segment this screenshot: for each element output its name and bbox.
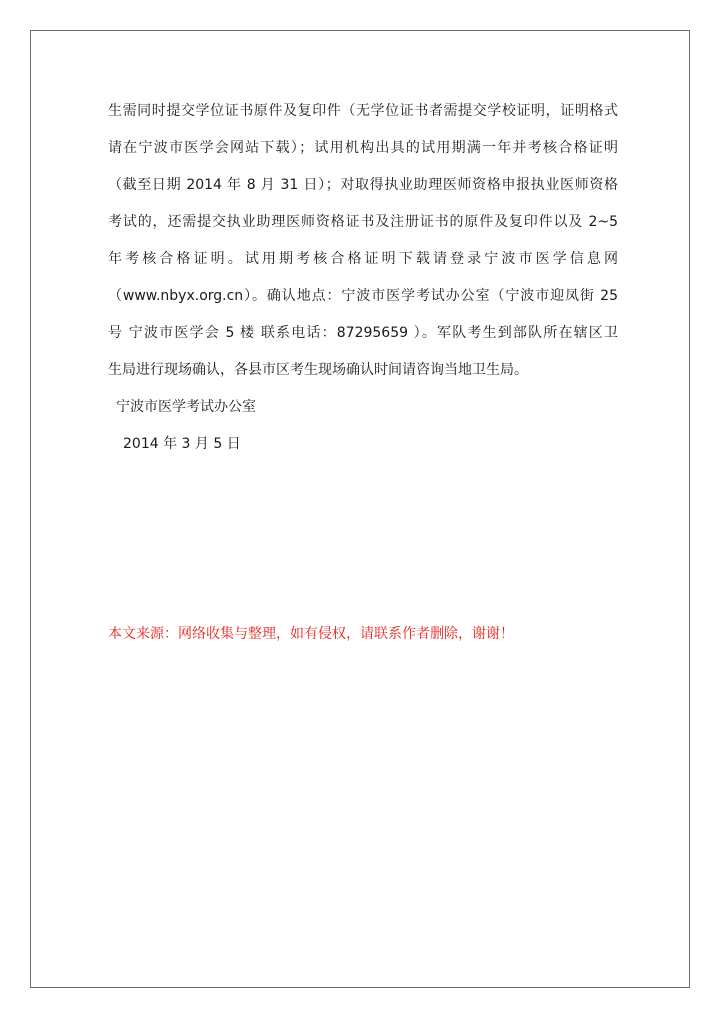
signature-date: 2014 年 3 月 5 日 [123, 436, 241, 452]
paragraph-line: 生需同时提交学位证书原件及复印件（无学位证书者需提交学校证明，证明格式 [108, 103, 618, 119]
signature-organization: 宁波市医学考试办公室 [116, 399, 256, 415]
paragraph-line: 生局进行现场确认，各县市区考生现场确认时间请咨询当地卫生局。 [108, 362, 528, 378]
paragraph-line: 考试的，还需提交执业助理医师资格证书及注册证书的原件及复印件以及 2~5 [108, 214, 618, 230]
paragraph-line: （截至日期 2014 年 8 月 31 日）；对取得执业助理医师资格申报执业医师资格 [108, 177, 618, 193]
paragraph-line: 号 宁波市医学会 5 楼 联系电话：87295659 ）。军队考生到部队所在辖区卫 [108, 325, 618, 341]
confirmation-paragraph [108, 93, 618, 389]
paragraph-line: 年考核合格证明。试用期考核合格证明下载请登录宁波市医学信息网 [108, 251, 618, 267]
paragraph-line: （www.nbyx.org.cn）。确认地点：宁波市医学考试办公室（宁波市迎凤街 25 [108, 288, 618, 304]
document-body [108, 93, 618, 463]
source-note: 本文来源：网络收集与整理，如有侵权，请联系作者删除，谢谢！ [108, 626, 514, 642]
paragraph-line: 请在宁波市医学会网站下载）；试用机构出具的试用期满一年并考核合格证明 [108, 140, 618, 156]
